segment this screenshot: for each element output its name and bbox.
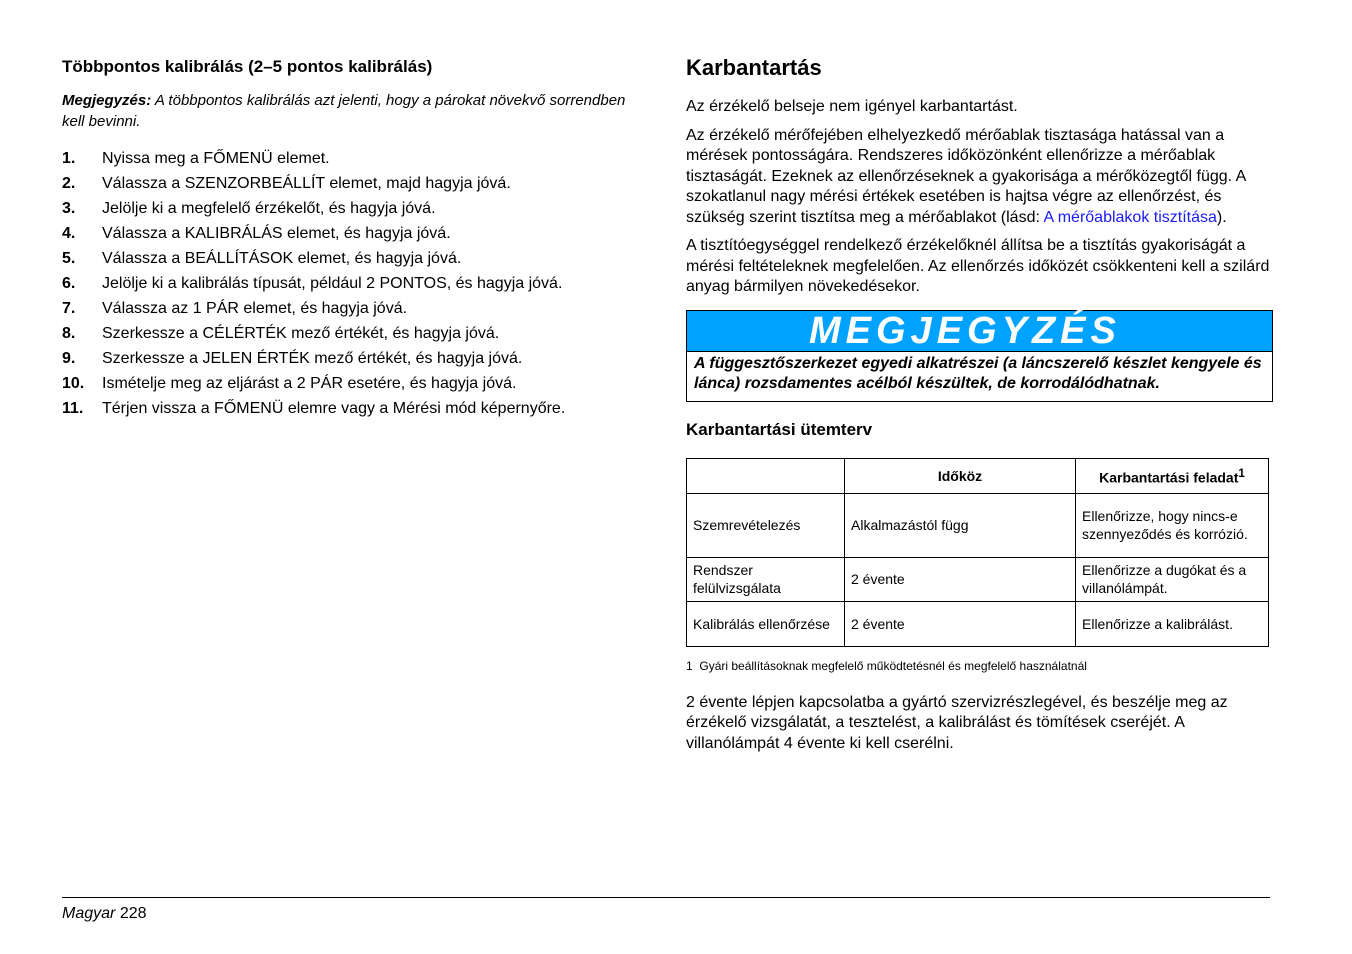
- step-text: Szerkessze a JELEN ÉRTÉK mező értékét, és hagyja jóvá.: [102, 350, 523, 367]
- table-cell: Rendszer felülvizsgálata: [687, 557, 845, 601]
- steps-list: [62, 146, 652, 421]
- table-cell: Ellenőrizze a dugókat és a villanólámpát.: [1076, 557, 1269, 601]
- step-text: Térjen vissza a FŐMENÜ elemre vagy a Mérési mód képernyőre.: [102, 400, 566, 417]
- step-number: 7.: [62, 300, 76, 317]
- table-footnote: [686, 659, 1276, 673]
- list-item: [62, 346, 652, 371]
- page-number: 228: [119, 905, 147, 922]
- table-cell: Kalibrálás ellenőrzése: [687, 601, 845, 646]
- list-item: [62, 371, 652, 396]
- step-text: Jelölje ki a kalibrálás típusát, például 2 PONTOS, és hagyja jóvá.: [102, 275, 563, 292]
- right-column: [686, 55, 1276, 754]
- footnote-number: 1: [686, 658, 693, 673]
- section-heading-multipoint-calibration: Többpontos kalibrálás (2–5 pontos kalibrálás): [62, 57, 433, 76]
- step-number: 5.: [62, 250, 76, 267]
- step-number: 10.: [62, 375, 85, 392]
- section-heading-maintenance: Karbantartás: [686, 55, 822, 80]
- header-text: Karbantartási feladat: [1099, 469, 1239, 486]
- paragraph-text: Az érzékelő mérőfejében elhelyezkedő mérőablak tisztasága hatással van a mérések pontosságára. Rendszeres időközönként ellenőrizze a mérőablak tisztaságát. Ezeknek az ellenőrzéseknek a gyakorisága a mérőközegtől függ. A szokatlanul nagy mérési értékek esetében is hajtsa végre az ellenőrzést, és szükség szerint tisztítsa meg a mérőablakot (lásd:: [686, 126, 1246, 226]
- table-row: [687, 493, 1269, 557]
- step-number: 1.: [62, 150, 76, 167]
- footer-language: Magyar: [62, 905, 116, 922]
- schedule-heading: Karbantartási ütemterv: [686, 419, 873, 439]
- paragraph: A tisztítóegységgel rendelkező érzékelőknél állítsa be a tisztítás gyakoriságát a mérési feltételeknek megfelelően. Az ellenőrzés időközét csökkenteni kell a szilárd anyag bármilyen növekedésekor.: [686, 237, 1270, 295]
- note-label: Megjegyzés:: [62, 92, 152, 109]
- step-number: 9.: [62, 350, 76, 367]
- step-number: 6.: [62, 275, 76, 292]
- step-text: Nyissa meg a FŐMENÜ elemet.: [102, 150, 330, 167]
- notice-box: [686, 310, 1273, 402]
- list-item: [62, 196, 652, 221]
- left-column: [62, 57, 652, 421]
- table-header-row: [687, 458, 1269, 493]
- list-item: [62, 146, 652, 171]
- table-cell: 2 évente: [845, 557, 1076, 601]
- footer-divider: [62, 897, 1270, 898]
- note: [62, 90, 652, 132]
- table-cell: Ellenőrizze a kalibrálást.: [1076, 601, 1269, 646]
- step-text: Ismételje meg az eljárást a 2 PÁR esetére, és hagyja jóvá.: [102, 375, 517, 392]
- table-header-cell: [1076, 458, 1269, 493]
- notice-title: MEGJEGYZÉS: [687, 311, 1272, 352]
- list-item: [62, 221, 652, 246]
- paragraph: [686, 126, 1276, 229]
- list-item: [62, 171, 652, 196]
- table-cell: Alkalmazástól függ: [845, 493, 1076, 557]
- list-item: [62, 396, 652, 421]
- list-item: [62, 271, 652, 296]
- step-text: Válassza a SZENZORBEÁLLÍT elemet, majd hagyja jóvá.: [102, 175, 511, 192]
- table-cell: 2 évente: [845, 601, 1076, 646]
- maintenance-schedule-table: [686, 458, 1269, 647]
- page-footer: [62, 905, 147, 923]
- note-text: A többpontos kalibrálás azt jelenti, hogy a párokat növekvő sorrendben kell bevinni.: [62, 92, 626, 130]
- table-header-cell: [687, 458, 845, 493]
- table-cell: Ellenőrizze, hogy nincs-e szennyeződés és korrózió.: [1076, 493, 1269, 557]
- paragraph: Az érzékelő belseje nem igényel karbantartást.: [686, 98, 1018, 115]
- table-row: [687, 557, 1269, 601]
- step-number: 11.: [62, 400, 84, 417]
- cleaning-windows-link[interactable]: A mérőablakok tisztítása: [1043, 208, 1217, 226]
- step-text: Szerkessze a CÉLÉRTÉK mező értékét, és hagyja jóvá.: [102, 325, 500, 342]
- step-number: 3.: [62, 200, 76, 217]
- table-header-cell: Időköz: [845, 458, 1076, 493]
- step-number: 2.: [62, 175, 76, 192]
- footnote-marker: 1: [1238, 466, 1245, 480]
- step-number: 4.: [62, 225, 76, 242]
- notice-text: A függesztőszerkezet egyedi alkatrészei (a láncszerelő készlet kengyele és lánca) rozsdamentes acélból készültek, de korrodálódhatnak.: [694, 354, 1262, 392]
- table-cell: Szemrevételezés: [687, 493, 845, 557]
- paragraph: 2 évente lépjen kapcsolatba a gyártó szervizrészlegével, és beszélje meg az érzékelő vizsgálatát, a tesztelést, a kalibrálást és tömítések cseréjét. A villanólámpát 4 évente ki kell cserélni.: [686, 693, 1228, 752]
- step-text: Jelölje ki a megfelelő érzékelőt, és hagyja jóvá.: [102, 200, 436, 217]
- list-item: [62, 246, 652, 271]
- paragraph-text: ).: [1216, 208, 1227, 226]
- list-item: [62, 296, 652, 321]
- footnote-text: Gyári beállításoknak megfelelő működtetésnél és megfelelő használatnál: [699, 658, 1087, 673]
- list-item: [62, 321, 652, 346]
- step-text: Válassza a KALIBRÁLÁS elemet, és hagyja jóvá.: [102, 225, 451, 242]
- step-text: Válassza a BEÁLLÍTÁSOK elemet, és hagyja jóvá.: [102, 250, 462, 267]
- step-text: Válassza az 1 PÁR elemet, és hagyja jóvá.: [102, 300, 408, 317]
- table-row: [687, 601, 1269, 646]
- step-number: 8.: [62, 325, 76, 342]
